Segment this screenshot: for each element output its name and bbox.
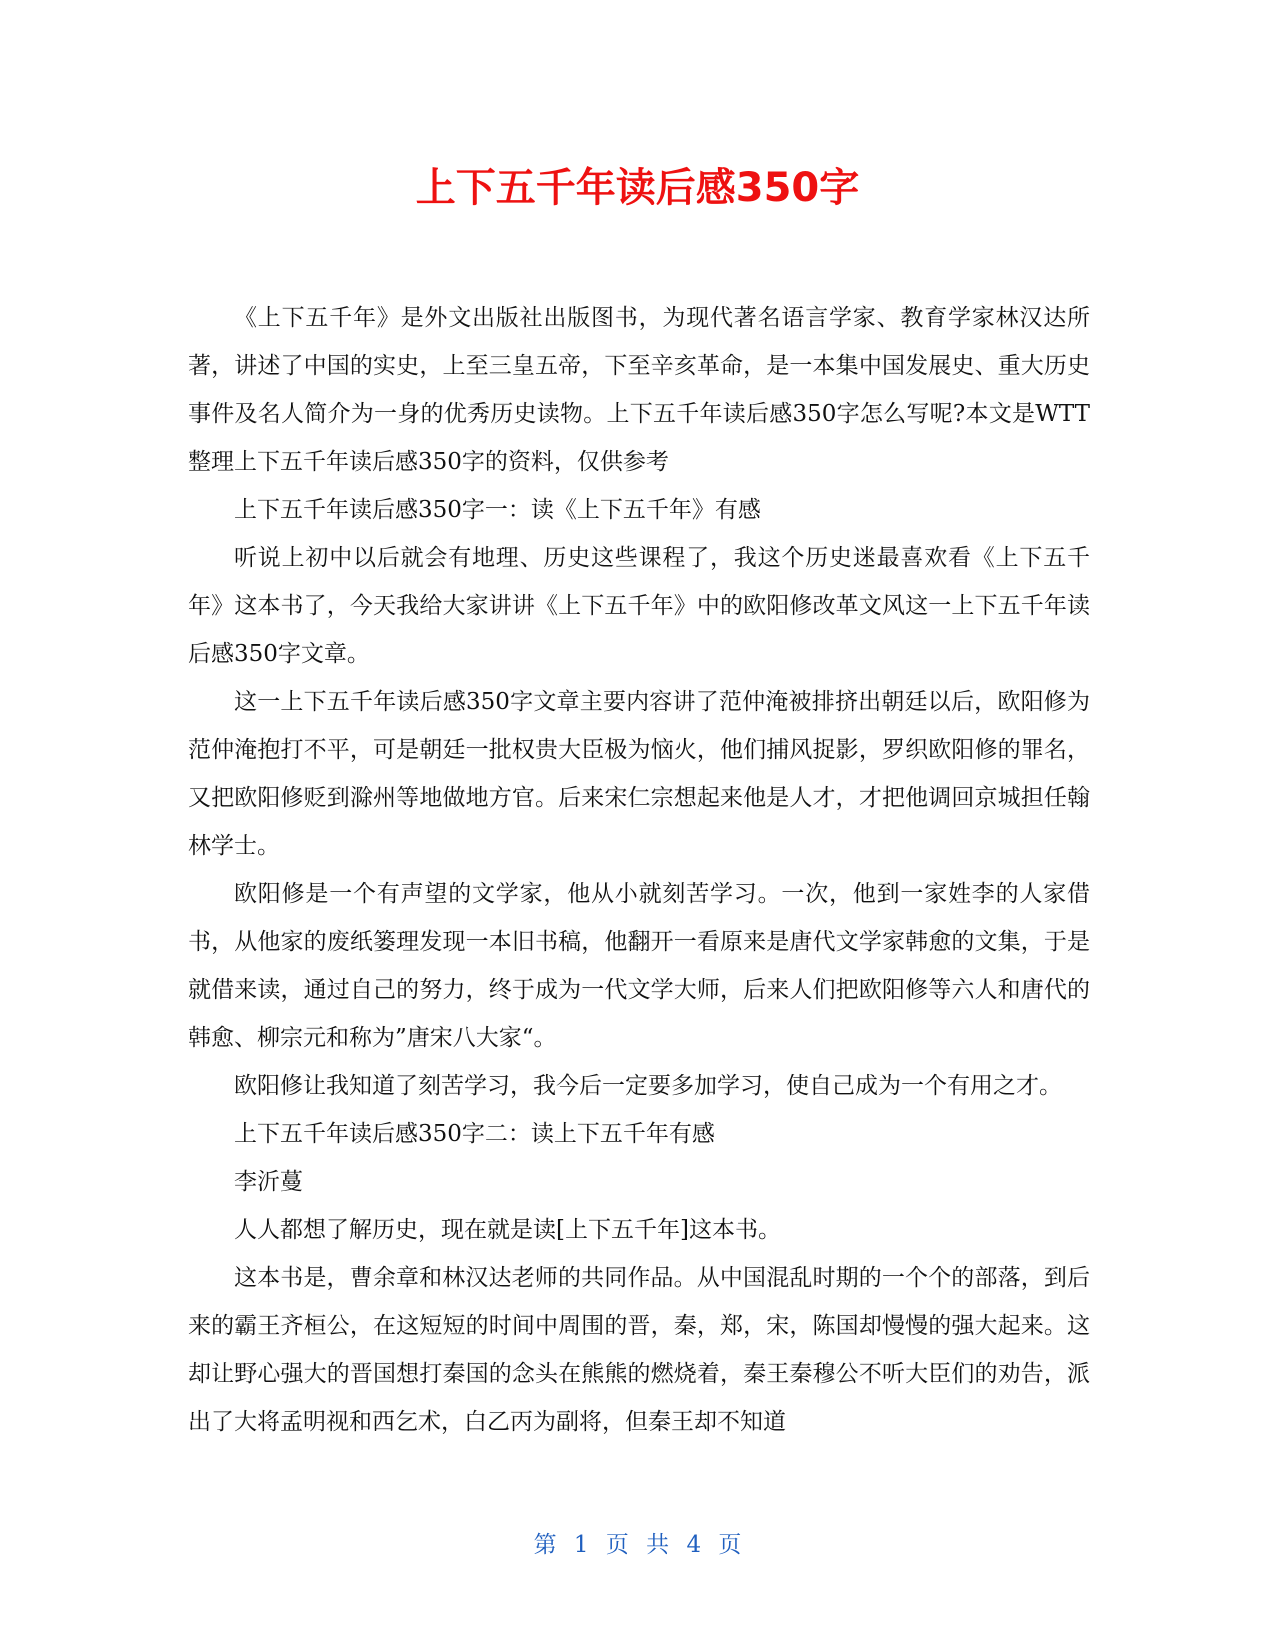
page-title: 上下五千年读后感350字 [415,165,860,211]
paragraph: 听说上初中以后就会有地理、历史这些课程了，我这个历史迷最喜欢看《上下五千年》这本书了，今天我给大家讲讲《上下五千年》中的欧阳修改革文风这一上下五千年读后感350字文章。 [188,545,1090,667]
paragraph: 这本书是，曹余章和林汉达老师的共同作品。从中国混乱时期的一个个的部落，到后来的霸王齐桓公，在这短短的时间中周围的晋，秦，郑，宋，陈国却慢慢的强大起来。这却让野心强大的晋国想打秦国的念头在熊熊的燃烧着，秦王秦穆公不听大臣们的劝告，派出了大将孟明视和西乞术，白乙丙为副将，但秦王却不知道 [188,1265,1090,1435]
section-heading-one: 上下五千年读后感350字一：读《上下五千年》有感 [234,497,761,523]
section-heading-two: 上下五千年读后感350字二：读上下五千年有感 [234,1121,715,1147]
paragraph-intro: 《上下五千年》是外文出版社出版图书，为现代著名语言学家、教育学家林汉达所著，讲述了中国的实史，上至三皇五帝，下至辛亥革命，是一本集中国发展史、重大历史事件及名人简介为一身的优秀历史读物。上下五千年读后感350字怎么写呢?本文是WTT整理上下五千年读后感350字的资料，仅供参考 [188,305,1090,475]
paragraph: 人人都想了解历史，现在就是读[上下五千年]这本书。 [234,1217,781,1243]
paragraph: 这一上下五千年读后感350字文章主要内容讲了范仲淹被排挤出朝廷以后，欧阳修为范仲淹抱打不平，可是朝廷一批权贵大臣极为恼火，他们捕风捉影，罗织欧阳修的罪名，又把欧阳修贬到滁州等地做地方官。后来宋仁宗想起来他是人才，才把他调回京城担任翰林学士。 [188,689,1090,859]
author-name: 李沂蔓 [234,1169,303,1195]
document-body [188,294,1090,1446]
paragraph: 欧阳修让我知道了刻苦学习，我今后一定要多加学习，使自己成为一个有用之才。 [234,1073,1062,1099]
page-number-footer: 第 1 页 共 4 页 [533,1532,742,1558]
paragraph: 欧阳修是一个有声望的文学家，他从小就刻苦学习。一次，他到一家姓李的人家借书，从他家的废纸篓理发现一本旧书稿，他翻开一看原来是唐代文学家韩愈的文集，于是就借来读，通过自己的努力，终于成为一代文学大师，后来人们把欧阳修等六人和唐代的韩愈、柳宗元和称为”唐宋八大家“。 [188,881,1090,1051]
